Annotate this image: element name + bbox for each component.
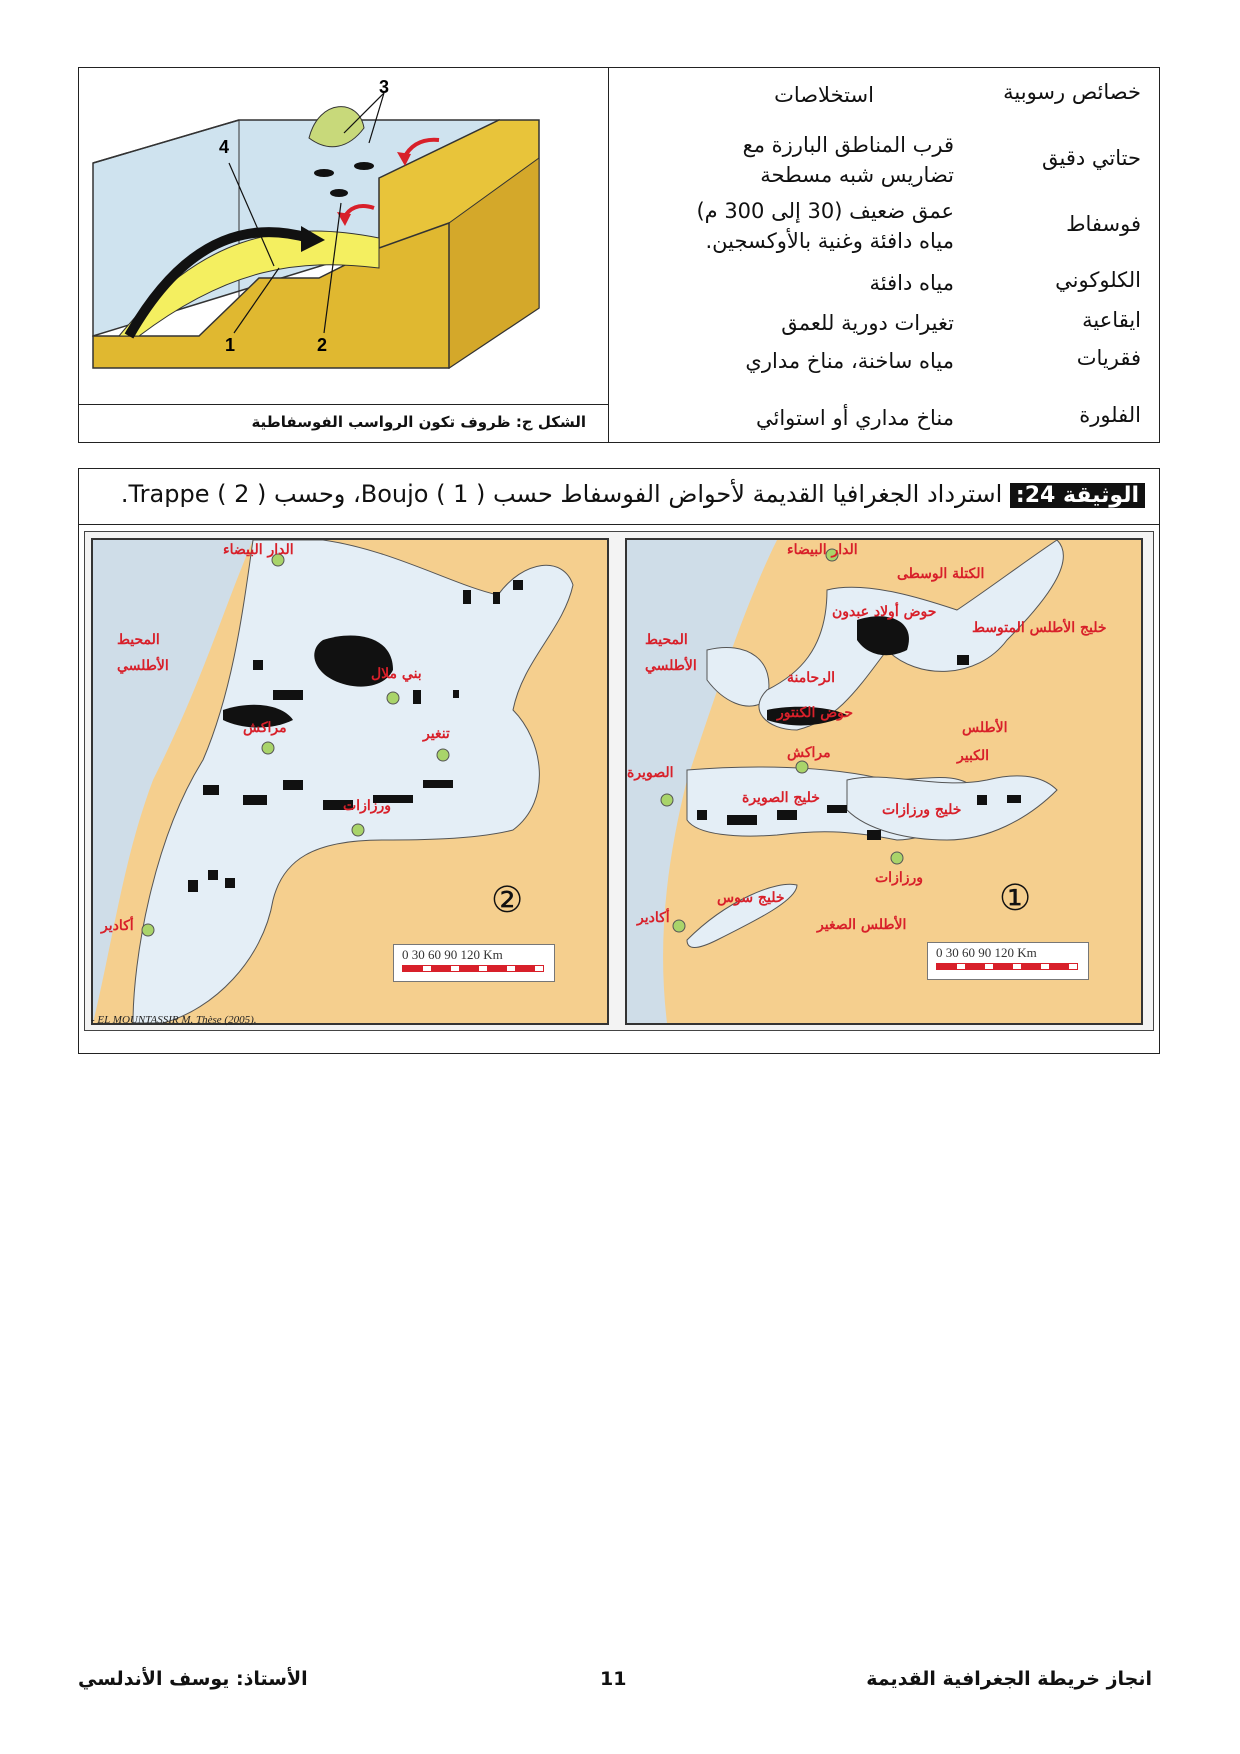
row-conclusion: مياه دافئة: [869, 271, 954, 295]
row-property: ايقاعية: [1082, 308, 1141, 332]
figure-caption: الشكل ج: ظروف تكون الرواسب الفوسفاطية: [79, 404, 608, 442]
map2-label-agadir: أكادير: [101, 918, 134, 934]
map1-label-ocean: المحيط: [645, 632, 688, 648]
map1-label-casablanca: الدار البيضاء: [787, 542, 858, 558]
map2-label-casablanca: الدار البيضاء: [223, 542, 294, 558]
map1-label-atlantic: الأطلسي: [645, 658, 697, 674]
row-conclusion: عمق ضعيف (30 إلى 300 م) مياه دافئة وغنية بالأوكسجين.: [696, 199, 954, 253]
sediment-table: [609, 68, 1159, 442]
label-4: 4: [219, 137, 230, 157]
map1-label-great: الكبير: [957, 748, 990, 764]
map1-label-ganntour: حوض الكنتور: [777, 705, 854, 721]
map2-scalebar: 0 30 60 90 120 Km: [393, 944, 555, 982]
row-conclusion: مياه ساخنة، مناخ مداري: [745, 349, 954, 373]
map1-label-ouarzazate-gulf: خليج ورزازات: [882, 802, 962, 818]
map1-label-rehamna: الرحامنة: [787, 670, 836, 686]
map1-label-ouled-abdoun: حوض أولاد عبدون: [832, 604, 937, 620]
map2-label-beni-mellal: بني ملال: [371, 666, 422, 682]
map-trappe: [91, 538, 609, 1025]
label-2: 2: [317, 335, 328, 355]
map1-label-anti-atlas: الأطلس الصغير: [817, 917, 907, 933]
map2-label-atlantic: الأطلسي: [117, 658, 169, 674]
map1-label-kotla: الكتلة الوسطى: [897, 566, 985, 582]
row-property: الكلوكوني: [1055, 268, 1141, 292]
map1-label-souss-gulf: خليج سوس: [717, 890, 785, 906]
block-diagram-figure: [79, 68, 609, 442]
map1-label-atlas-gulf: خليج الأطلس المتوسط: [972, 620, 1107, 636]
footer-title: انجاز خريطة الجغرافية القديمة: [866, 1668, 1152, 1690]
source-note: - EL MOUNTASSIR M. Thèse (2005).: [91, 1014, 257, 1026]
map1-label-marrakech: مراكش: [787, 745, 831, 761]
row-property: فوسفاط: [1066, 212, 1141, 236]
row-conclusion: قرب المناطق البارزة مع تضاريس شبه مسطحة: [742, 133, 954, 187]
map1-label-essaouira: الصويرة: [627, 765, 674, 781]
footer-author: الأستاذ: يوسف الأندلسي: [78, 1668, 308, 1690]
row-property: الفلورة: [1079, 403, 1141, 427]
phosphate-block-diagram: [79, 68, 607, 404]
map1-label-atlas: الأطلس: [962, 720, 1008, 736]
document-title: استرداد الجغرافيا القديمة لأحواض الفوسفاط حسب Boujo ( 1 )، وحسب Trappe ( 2 ).: [120, 480, 1010, 508]
label-3: 3: [379, 77, 390, 97]
document-header: [79, 469, 1159, 525]
map-boujo: [625, 538, 1143, 1025]
map2-label-ouarzazate: ورزازات: [343, 798, 392, 814]
row-conclusion: مناخ مداري أو استوائي: [755, 406, 954, 430]
map1-scalebar: 0 30 60 90 120 Km: [927, 942, 1089, 980]
map2-label-ocean: المحيط: [117, 632, 160, 648]
header-conclusions: استخلاصات: [774, 83, 874, 107]
row-property: حتاتي دقيق: [1042, 146, 1141, 170]
maps-panel: [84, 531, 1154, 1031]
map1-label-ouarzazate: ورزازات: [875, 870, 924, 886]
header-sedimentary: خصائص رسوبية: [1003, 80, 1141, 104]
top-section: [78, 67, 1160, 443]
document-24: [78, 468, 1160, 1054]
page-number: 11: [600, 1668, 627, 1690]
label-1: 1: [225, 335, 236, 355]
row-conclusion: تغيرات دورية للعمق: [781, 311, 954, 335]
map1-label-essaouira-gulf: خليج الصويرة: [742, 790, 820, 806]
map2-label-tinghir: تنغير: [423, 726, 450, 742]
map2-number: ②: [491, 880, 524, 921]
page-footer: [0, 1668, 1240, 1698]
map2-label-marrakech: مراكش: [243, 720, 287, 736]
document-tag: الوثيقة 24:: [1010, 483, 1145, 508]
map1-number: ①: [999, 878, 1032, 919]
map1-label-agadir: أكادير: [637, 910, 670, 926]
row-property: فقريات: [1076, 346, 1141, 370]
